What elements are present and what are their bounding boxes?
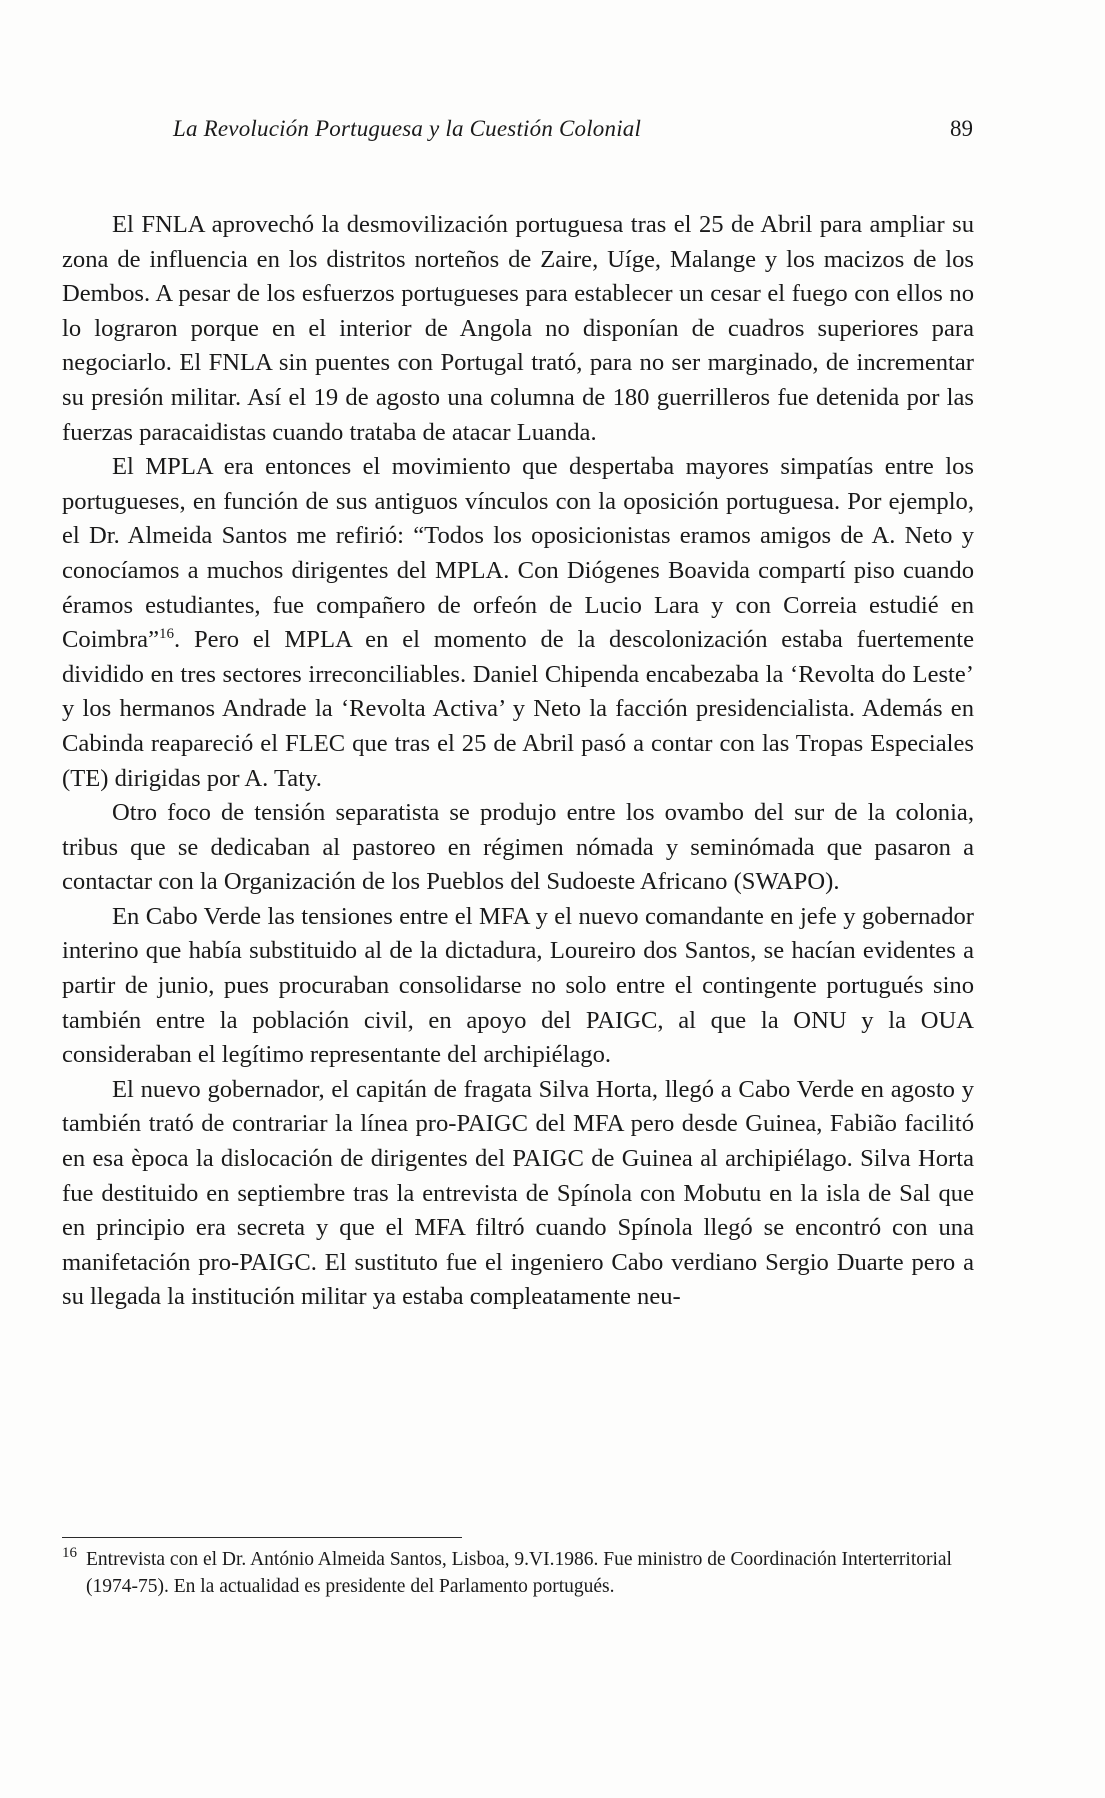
paragraph: En Cabo Verde las tensiones entre el MFA y el nuevo comandante en jefe y gobernador interino que había substituido al de la dictadura, Loureiro dos Santos, se hacían evidentes a partir de junio, pues procuraban consolidarse no solo entre el contingente portugués sino también entre la población civil, en apoyo del PAIGC, al que la ONU y la OUA consideraban el legítimo representante del archipiélago. <box>62 902 974 1069</box>
footnote-number: 16 <box>62 1545 77 1561</box>
footnotes <box>62 1546 974 1600</box>
running-title: La Revolución Portuguesa y la Cuestión Colonial <box>173 116 642 141</box>
paragraph-text: El MPLA era entonces el movimiento que despertaba mayores simpatías entre los portugueses, en función de sus antiguos vínculos con la oposición portuguesa. Por ejemplo, el Dr. Almeida Santos me refirió: “Todos los oposicionistas eramos amigos de A. Neto y conocíamos a muchos dirigentes del MPLA. Con Diógenes Boavida compartí piso cuando éramos estudiantes, fue compañero de orfeón de Lucio Lara y con Correia estudié en Coimbra” <box>62 453 974 654</box>
page-number: 89 <box>950 116 973 141</box>
paragraph <box>62 450 974 796</box>
running-header <box>173 116 973 148</box>
footnote-text: Entrevista con el Dr. António Almeida Santos, Lisboa, 9.VI.1986. Fue ministro de Coordinación Interterritorial (1974-75). En la actualidad es presidente del Parlamento portugués. <box>86 1549 952 1597</box>
paragraph: Otro foco de tensión separatista se produjo entre los ovambo del sur de la colonia, tribus que se dedicaban al pastoreo en régimen nómada y seminómada que pasaron a contactar con la Organización de los Pueblos del Sudoeste Africano (SWAPO). <box>62 799 974 896</box>
footnote-reference[interactable]: 16 <box>158 625 174 642</box>
paragraph-text: . Pero el MPLA en el momento de la descolonización estaba fuertemente dividido en tres sectores irreconciliables. Daniel Chipenda encabezaba la ‘Revolta do Leste’ y los hermanos Andrade la ‘Revolta Activa’ y Neto la facción presidencialista. Además en Cabinda reapareció el FLEC que tras el 25 de Abril pasó a contar con las Tropas Especiales (TE) dirigidas por A. Taty. <box>62 626 974 792</box>
paragraph: El FNLA aprovechó la desmovilización portuguesa tras el 25 de Abril para ampliar su zona de influencia en los distritos norteños de Zaire, Uíge, Malange y los macizos de los Dembos. A pesar de los esfuerzos portugueses para establecer un cesar el fuego con ellos no lo lograron porque en el interior de Angola no disponían de cuadros superiores para negociarlo. El FNLA sin puentes con Portugal trató, para no ser marginado, de incrementar su presión militar. Así el 19 de agosto una columna de 180 guerrilleros fue detenida por las fuerzas paracaidistas cuando trataba de atacar Luanda. <box>62 211 974 446</box>
footnote <box>62 1546 974 1600</box>
paragraph: El nuevo gobernador, el capitán de fragata Silva Horta, llegó a Cabo Verde en agosto y también trató de contrariar la línea pro-PAIGC del MFA pero desde Guinea, Fabião facilitó en esa època la dislocación de dirigentes del PAIGC de Guinea al archipiélago. Silva Horta fue destituido en septiembre tras la entrevista de Spínola con Mobutu en la isla de Sal que en principio era secreta y que el MFA filtró cuando Spínola llegó se encontró con una manifetación pro-PAIGC. El sustituto fue el ingeniero Cabo verdiano Sergio Duarte pero a su llegada la institución militar ya estaba compleatamente neu- <box>62 1075 974 1311</box>
footnote-divider <box>62 1537 462 1538</box>
body-text <box>62 208 974 1315</box>
